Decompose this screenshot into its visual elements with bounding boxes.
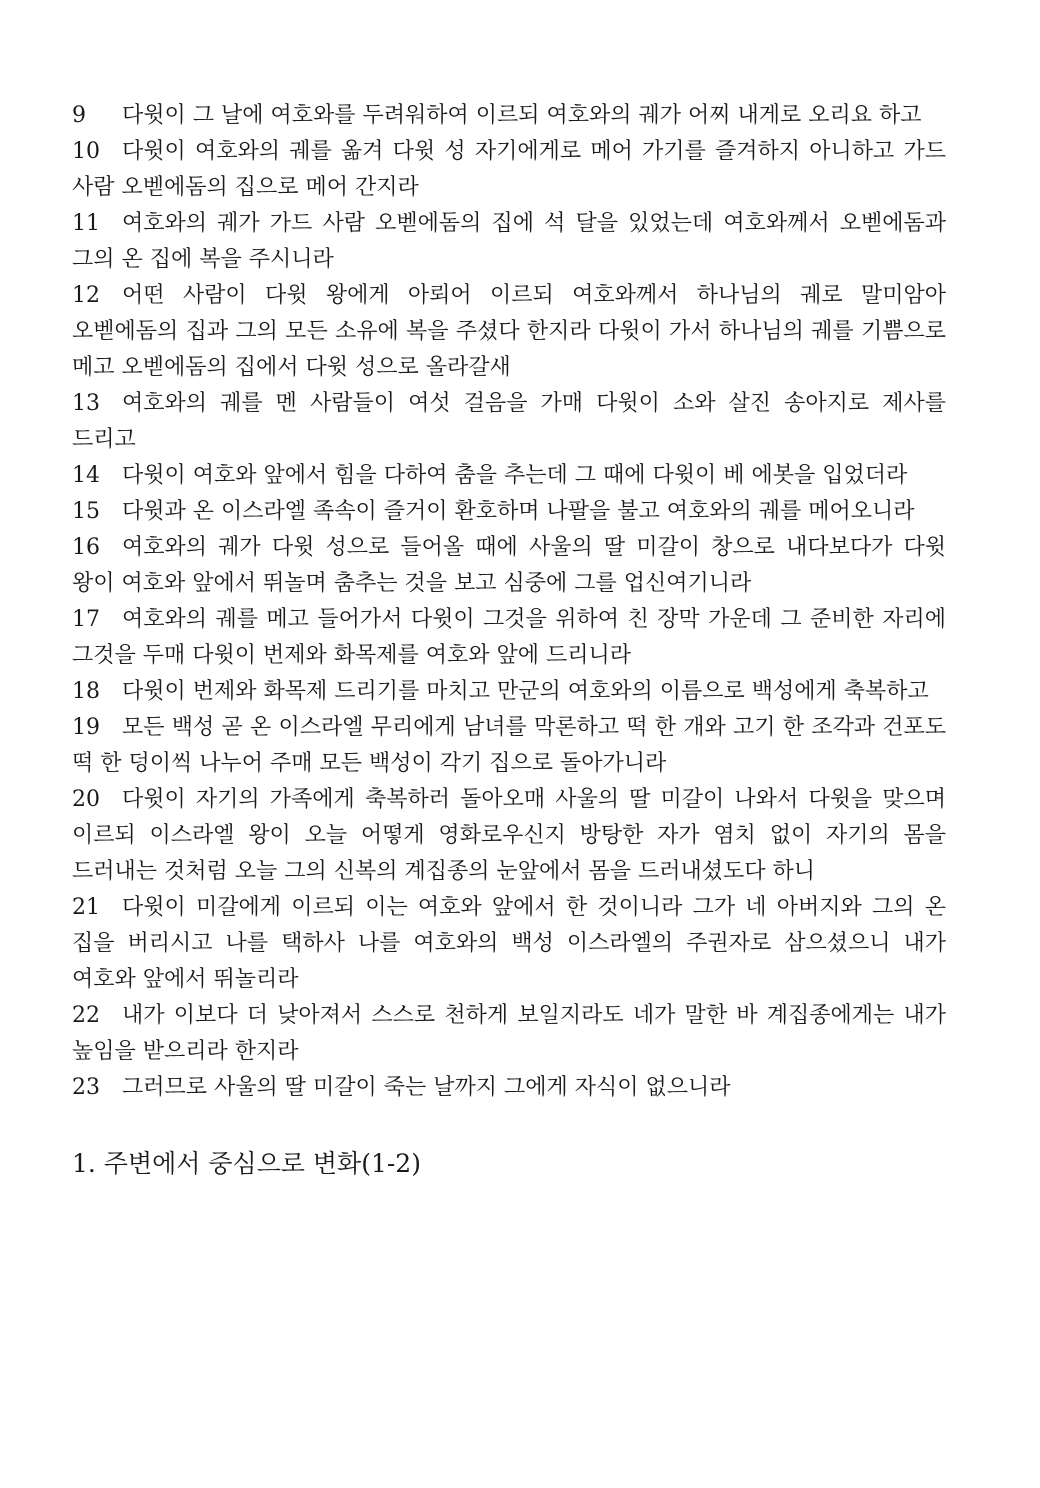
verse-number: 12 — [72, 283, 100, 308]
verse-text: 여호와의 궤가 다윗 성으로 들어올 때에 사울의 딸 미갈이 창으로 내다보다가 다윗 왕이 여호와 앞에서 뛰놀며 춤추는 것을 보고 심중에 그를 업신여기니라 — [72, 535, 946, 596]
verse-list — [72, 98, 946, 1106]
verse-number: 14 — [72, 463, 100, 488]
verse-number: 17 — [72, 607, 100, 632]
verse-number: 10 — [72, 139, 100, 164]
verse-14 — [72, 458, 946, 494]
verse-number: 16 — [72, 535, 100, 560]
verse-18 — [72, 674, 946, 710]
section-heading: 1. 주변에서 중심으로 변화(1-2) — [72, 1149, 421, 1178]
verse-23 — [72, 1070, 946, 1106]
verse-15 — [72, 494, 946, 530]
verse-text: 내가 이보다 더 낮아져서 스스로 천하게 보일지라도 네가 말한 바 계집종에게는 내가 높임을 받으리라 한지라 — [72, 1003, 946, 1064]
verse-text: 그러므로 사울의 딸 미갈이 죽는 날까지 그에게 자식이 없으니라 — [122, 1075, 731, 1100]
verse-17 — [72, 602, 946, 674]
verse-text: 여호와의 궤를 멘 사람들이 여섯 걸음을 가매 다윗이 소와 살진 송아지로 제사를 드리고 — [72, 391, 946, 452]
verse-10 — [72, 134, 946, 206]
verse-text: 여호와의 궤를 메고 들어가서 다윗이 그것을 위하여 친 장막 가운데 그 준비한 자리에 그것을 두매 다윗이 번제와 화목제를 여호와 앞에 드리니라 — [72, 607, 946, 668]
verse-text: 다윗이 번제와 화목제 드리기를 마치고 만군의 여호와의 이름으로 백성에게 축복하고 — [122, 679, 929, 704]
verse-text: 어떤 사람이 다윗 왕에게 아뢰어 이르되 여호와께서 하나님의 궤로 말미암아 오벧에돔의 집과 그의 모든 소유에 복을 주셨다 한지라 다윗이 가서 하나님의 궤를 기쁨으로 메고 오벧에돔의 집에서 다윗 성으로 올라갈새 — [72, 283, 946, 380]
verse-21 — [72, 890, 946, 998]
verse-number: 22 — [72, 1003, 100, 1028]
verse-11 — [72, 206, 946, 278]
verse-19 — [72, 710, 946, 782]
verse-13 — [72, 386, 946, 458]
verse-9 — [72, 98, 946, 134]
verse-number: 20 — [72, 787, 100, 812]
document-page — [72, 98, 946, 1184]
verse-12 — [72, 278, 946, 386]
verse-22 — [72, 998, 946, 1070]
verse-number: 13 — [72, 391, 100, 416]
verse-text: 다윗이 여호와 앞에서 힘을 다하여 춤을 추는데 그 때에 다윗이 베 에봇을 입었더라 — [122, 463, 908, 488]
verse-number: 21 — [72, 895, 100, 920]
verse-number: 23 — [72, 1075, 100, 1100]
verse-number: 11 — [72, 211, 100, 236]
verse-20 — [72, 782, 946, 890]
verse-text: 다윗이 여호와의 궤를 옮겨 다윗 성 자기에게로 메어 가기를 즐겨하지 아니하고 가드 사람 오벧에돔의 집으로 메어 간지라 — [72, 139, 946, 200]
verse-text: 다윗이 자기의 가족에게 축복하러 돌아오매 사울의 딸 미갈이 나와서 다윗을 맞으며 이르되 이스라엘 왕이 오늘 어떻게 영화로우신지 방탕한 자가 염치 없이 자기의 몸을 드러내는 것처럼 오늘 그의 신복의 계집종의 눈앞에서 몸을 드러내셨도다 하니 — [72, 787, 946, 884]
verse-16 — [72, 530, 946, 602]
verse-number: 18 — [72, 679, 100, 704]
verse-text: 다윗과 온 이스라엘 족속이 즐거이 환호하며 나팔을 불고 여호와의 궤를 메어오니라 — [122, 499, 915, 524]
verse-text: 다윗이 그 날에 여호와를 두려워하여 이르되 여호와의 궤가 어찌 내게로 오리요 하고 — [122, 103, 922, 128]
verse-number: 19 — [72, 715, 100, 740]
verse-text: 다윗이 미갈에게 이르되 이는 여호와 앞에서 한 것이니라 그가 네 아버지와 그의 온 집을 버리시고 나를 택하사 나를 여호와의 백성 이스라엘의 주권자로 삼으셨으니 내가 여호와 앞에서 뛰놀리라 — [72, 895, 946, 992]
verse-text: 여호와의 궤가 가드 사람 오벧에돔의 집에 석 달을 있었는데 여호와께서 오벧에돔과 그의 온 집에 복을 주시니라 — [72, 211, 946, 272]
verse-number: 15 — [72, 499, 100, 524]
verse-number: 9 — [72, 103, 86, 128]
verse-text: 모든 백성 곧 온 이스라엘 무리에게 남녀를 막론하고 떡 한 개와 고기 한 조각과 건포도 떡 한 덩이씩 나누어 주매 모든 백성이 각기 집으로 돌아가니라 — [72, 715, 946, 776]
